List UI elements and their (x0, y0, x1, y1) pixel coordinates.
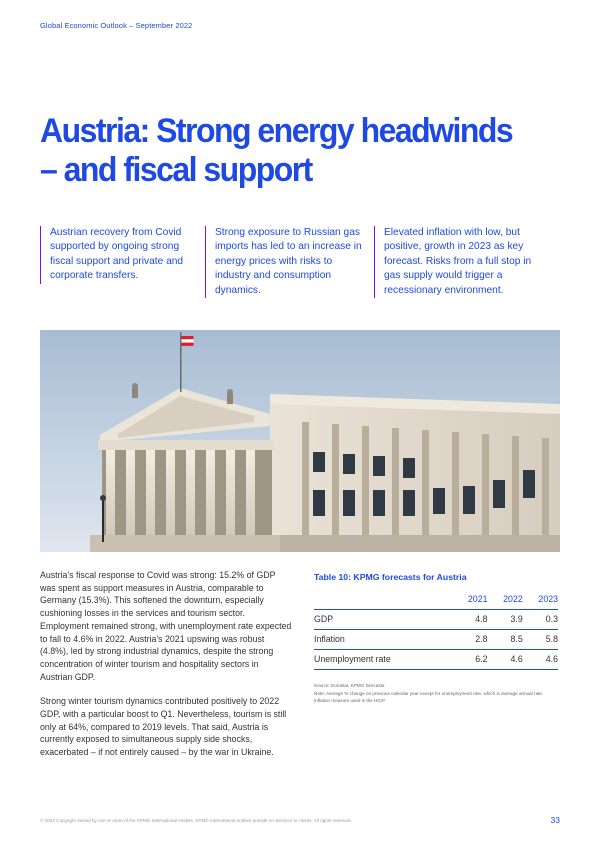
forecast-table (314, 591, 558, 670)
page-title-line-2: – and fiscal support (40, 151, 312, 189)
cell-value: 2.8 (452, 630, 487, 650)
table-header-label (314, 591, 452, 610)
copyright-footer: © 2022 Copyright owned by one or more of the KPMG International entities. KPMG International entities provide no services to clients. All rights reserved. (40, 818, 352, 823)
table-note: Note: Average % change on previous calendar year except for unemployment rate, which is average annual rate. Inflation measure used is the HICP. (314, 691, 544, 703)
body-paragraph-1: Austria’s fiscal response to Covid was strong: 15.2% of GDP was spent as support measures in Austria, comparable to Germany (15.3%). This softened the downturn, especially cushioning losses in the services and tourism sector. Employment remained strong, with unemployment rate expected to fall to 4.6% in 2022. Austria’s 2021 upswing was robust (4.8%), led by strong industrial dynamics, despite the strong concentration of winter tourism and hospitality sectors in Austrian GDP. (40, 570, 292, 682)
cell-value: 8.5 (487, 630, 522, 650)
table-header-year: 2021 (452, 591, 487, 610)
cell-value: 4.6 (523, 650, 558, 670)
row-label: GDP (314, 610, 452, 630)
page-title-line-1: Austria: Strong energy headwinds (40, 112, 513, 150)
cell-value: 5.8 (523, 630, 558, 650)
cell-value: 4.8 (452, 610, 487, 630)
table-header-year: 2023 (523, 591, 558, 610)
cell-value: 3.9 (487, 610, 522, 630)
key-point-gas-exposure: Strong exposure to Russian gas imports has led to an increase in energy prices with risks to industry and consumption dynamics. (205, 226, 367, 298)
table-source: Source: Eurostat, KPMG forecasts. (314, 683, 386, 688)
key-point-recovery: Austrian recovery from Covid supported by ongoing strong fiscal support and private and corporate transfers. (40, 226, 202, 284)
table-header-year: 2022 (487, 591, 522, 610)
running-header: Global Economic Outlook – September 2022 (40, 21, 193, 30)
parliament-illustration (40, 330, 560, 552)
cell-value: 0.3 (523, 610, 558, 630)
table-header-row (314, 591, 558, 610)
table-row (314, 650, 558, 670)
table-row (314, 630, 558, 650)
cell-value: 4.6 (487, 650, 522, 670)
body-text (40, 569, 292, 771)
cell-value: 6.2 (452, 650, 487, 670)
key-point-inflation: Elevated inflation with low, but positive, growth in 2023 as key forecast. Risks from a full stop in gas supply would trigger a recessionary environment. (374, 226, 536, 298)
row-label: Inflation (314, 630, 452, 650)
table-title: Table 10: KPMG forecasts for Austria (314, 572, 467, 582)
body-paragraph-2: Strong winter tourism dynamics contributed positively to 2022 GDP, with a particular boost to Q1. Nevertheless, tourism is still only at 64%, compared to 2019 levels. That said, Austria is currently exposed to simultaneous supply side shocks, exacerbated – if not entirely caused – by the war in Ukraine. (40, 696, 287, 758)
parliament-photo (40, 330, 560, 552)
row-label: Unemployment rate (314, 650, 452, 670)
page-title (40, 112, 538, 190)
table-row (314, 610, 558, 630)
page-number: 33 (550, 815, 560, 825)
forecast-table-block (314, 572, 558, 704)
